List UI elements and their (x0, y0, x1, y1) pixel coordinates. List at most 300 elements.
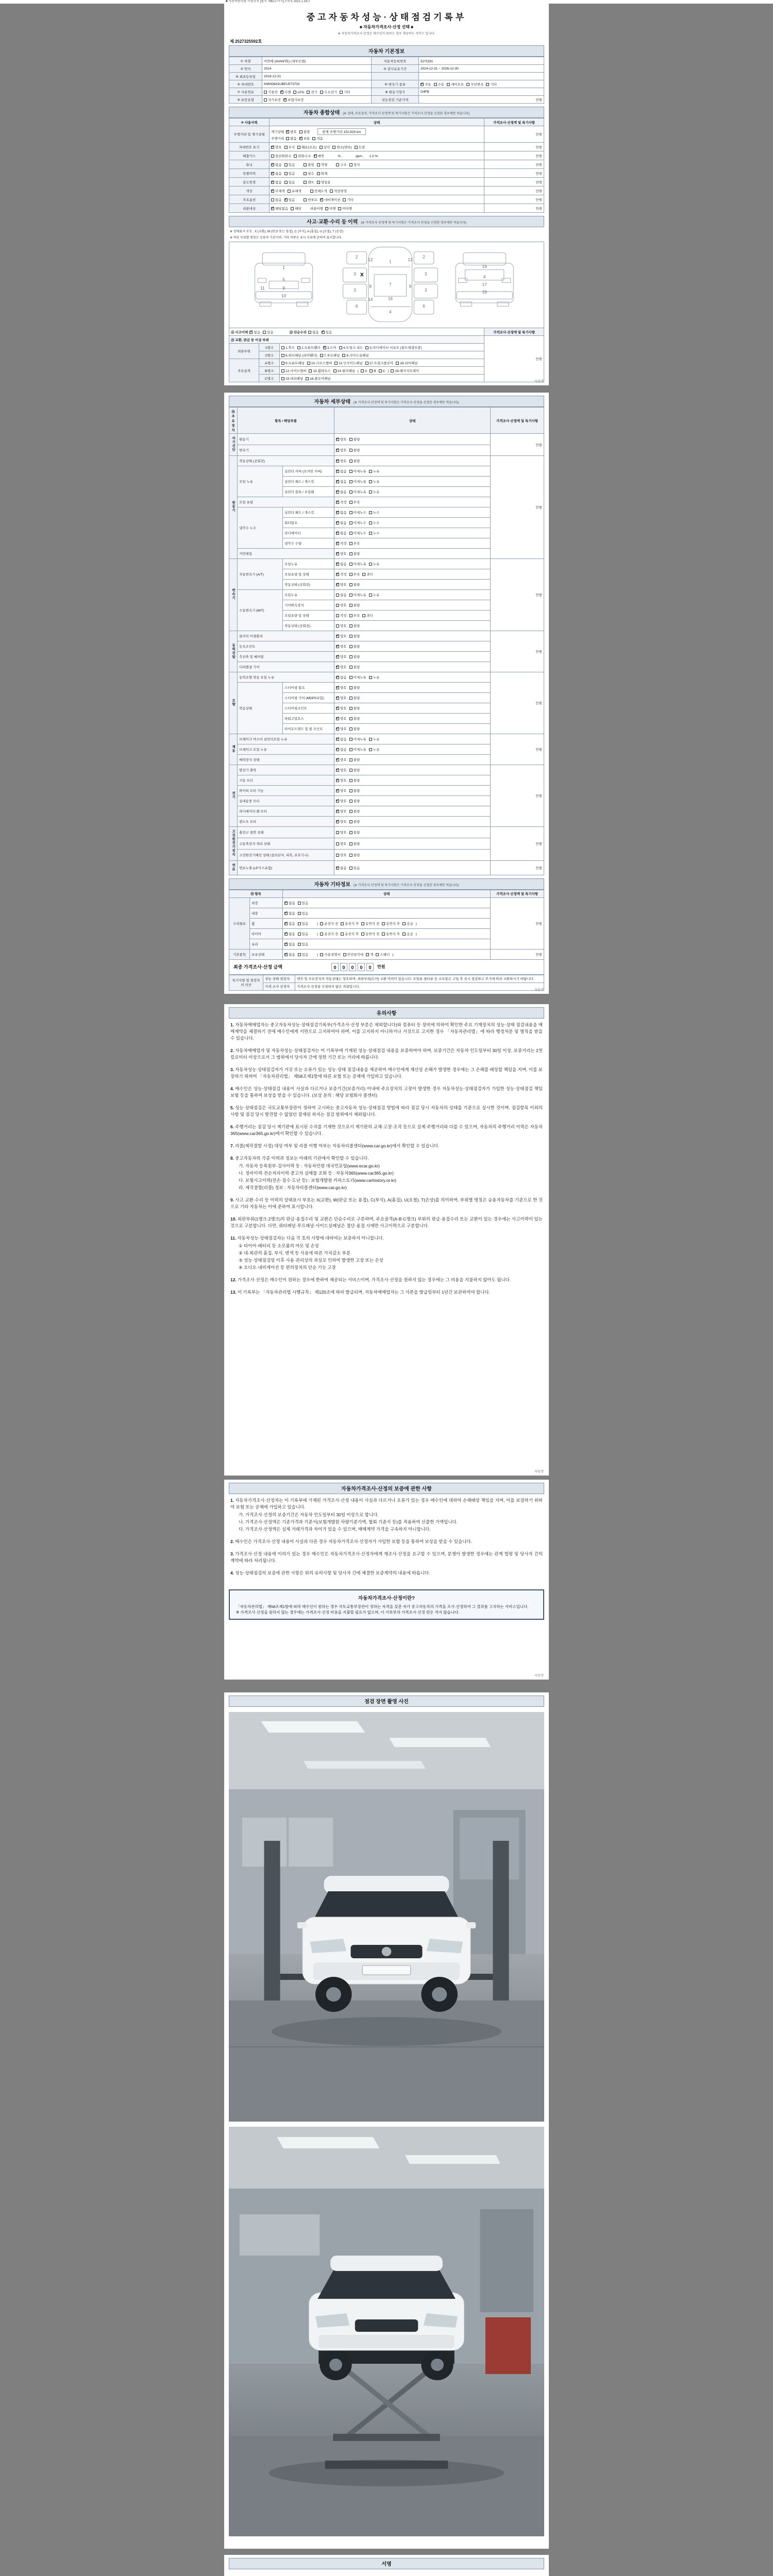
item-label: 연료누출 (LP가스포함) (238, 860, 334, 875)
option-적정[interactable]: 적정 (336, 613, 347, 618)
row-state (334, 724, 491, 734)
option-양호[interactable]: 양호 (336, 830, 347, 835)
option-불량[interactable]: 불량 (349, 809, 360, 814)
option-양호[interactable]: ✓ 양호 (336, 665, 347, 669)
checkbox-icon (284, 181, 288, 184)
option-가솔린[interactable]: 가솔린 (264, 90, 278, 94)
option-B[interactable]: B (369, 369, 376, 373)
row-state (334, 621, 491, 631)
section-warranty-title: 자동차가격조사·산정의 보증에 관한 사항 (341, 1486, 432, 1492)
checkbox-icon (382, 933, 385, 936)
row-state (283, 918, 491, 928)
option-수동[interactable]: 수동 (434, 82, 445, 87)
price-cell: 만원 (484, 126, 544, 143)
checkbox-icon (349, 583, 352, 586)
option-누유[interactable]: 누유 (369, 747, 380, 752)
option-적정[interactable]: ✓ 적정 (336, 500, 347, 504)
option-부족[interactable]: 부족 (349, 613, 360, 618)
option-불량[interactable]: 불량 (349, 551, 360, 556)
option-11.인사이드패널[interactable]: 11.인사이드패널 (334, 361, 362, 365)
option-없음[interactable]: ✓ 없음 (336, 675, 347, 680)
option-없음[interactable]: ✓ 없음 (336, 737, 347, 741)
list-item: 6. 주행거리는 점검 당시 계기판에 표시된 수치를 기재한 것으로서 계기판의 교체·고장·조작 등으로 실제 주행거리와 다를 수 있으며, 자동차의 주행거리 이력은 자동차365(www.car365.go.kr)에서 확인할 수 있습니다. (230, 1124, 543, 1136)
option-불량[interactable]: 불량 (349, 623, 360, 628)
option-장치[interactable]: 장치 (349, 162, 360, 167)
section-etc-header (229, 878, 544, 890)
option-없음[interactable]: 없음 (271, 197, 282, 202)
row-state (334, 497, 491, 507)
row-state (334, 683, 491, 693)
option-불량[interactable]: 불량 (349, 685, 360, 690)
option-누수[interactable]: 누수 (369, 520, 380, 525)
svg-text:3: 3 (354, 287, 356, 293)
option-매연[interactable]: ✓ 매연 (314, 154, 325, 158)
option-양호[interactable]: ✓ 양호 (336, 726, 347, 731)
checkbox-checked-icon (299, 137, 303, 140)
checkbox-checked-icon (336, 707, 339, 710)
option-불량[interactable]: 불량 (349, 644, 360, 649)
option-양호[interactable]: 양호 (336, 603, 347, 607)
option-변조(변타)[interactable]: 변조(변타) (332, 145, 351, 149)
device-group-label: 조향 (229, 672, 238, 734)
option-안전삼각대[interactable]: 안전삼각대 (343, 952, 363, 957)
option-불량[interactable]: 불량 (349, 830, 360, 835)
row-state (334, 662, 491, 672)
option-양호[interactable]: ✓ 양호 (286, 129, 297, 134)
option-불량[interactable]: 불량 (349, 726, 360, 731)
option-6.쿼터패널 (리어휀더)[interactable]: 6.쿼터패널 (리어휀더) (281, 353, 317, 358)
option-있음[interactable]: 있음 (298, 921, 309, 926)
list-subitem: ① 타이어·배터리 등 소모품의 마모 및 손상 (239, 1243, 319, 1248)
option-미세누수[interactable]: 미세누수 (349, 531, 366, 535)
option-부족[interactable]: 부족 (349, 500, 360, 504)
option-자가보증[interactable]: 자가보증 (264, 97, 281, 102)
option-동반석 전[interactable]: 동반석 전 (361, 921, 379, 926)
option-16.플로어패널[interactable]: 16.플로어패널 (306, 376, 330, 381)
basic-info-table (229, 57, 544, 104)
option-불량[interactable]: 불량 (349, 853, 360, 857)
option-누수[interactable]: 누수 (369, 531, 380, 535)
option-무채색[interactable]: ✓ 무채색 (271, 189, 285, 193)
checkbox-icon (317, 172, 320, 175)
option-없음[interactable]: 없음 (308, 330, 319, 334)
option-양호[interactable]: ✓ 양호 (336, 644, 347, 649)
checkbox-checked-icon (421, 83, 424, 86)
option-7.루프패널[interactable]: 7.루프패널 (320, 353, 340, 358)
option-있음[interactable]: ✓ 있음 (284, 197, 295, 202)
option-미세누수[interactable]: 미세누수 (349, 520, 366, 525)
option-9.프론트패널[interactable]: 9.프론트패널 (281, 361, 305, 365)
option-양호[interactable]: ✓ 양호 (336, 448, 347, 452)
option-영업용[interactable]: 영업용 (317, 180, 331, 184)
row-state (283, 939, 491, 949)
checkbox-icon (349, 758, 352, 761)
part-label: 오일유량 및 상태 (283, 611, 334, 621)
option-없음[interactable]: ✓ 없음 (336, 562, 347, 566)
option-불량[interactable]: 불량 (349, 448, 360, 452)
option-1.후드[interactable]: 1.후드 (281, 345, 295, 350)
section-sign-title: 서명 (381, 2561, 392, 2567)
option-많음[interactable]: 많음 (286, 136, 297, 141)
row-state (334, 538, 491, 549)
checkbox-checked-icon (336, 552, 339, 555)
option-LPG[interactable]: LPG (293, 91, 304, 94)
svg-text:9: 9 (282, 286, 285, 291)
option-없음[interactable]: ✓ 없음 (284, 952, 295, 957)
option-스패너[interactable]: 스패너 (376, 952, 390, 957)
checkbox-checked-icon (336, 789, 339, 792)
price-cell: 만원 (484, 169, 544, 178)
list-item: 4. 매수인은 성능·상태점검 내용이 사실과 다르거나 보증기간(보증거리) 이내에 주요장치의 고장이 발생한 경우 자동차성능·상태점검자가 가입한 성능·상태점검 책임보험 등을 통하여 보상을 받을 수 있습니다. (보상 문의 : 해당 보험회사 콜센터) (230, 1086, 543, 1098)
option-불량[interactable]: 불량 (349, 716, 360, 721)
option-잭[interactable]: 잭 (366, 952, 373, 957)
option-양호[interactable]: ✓ 양호 (336, 696, 347, 700)
option-A[interactable]: A (361, 369, 367, 373)
option-양호[interactable]: ✓ 양호 (336, 788, 347, 793)
option-있음[interactable]: 있음 (298, 952, 309, 957)
option-있음[interactable]: 있음 (349, 866, 360, 870)
field-label: ⑨ 보증유형 (229, 96, 262, 104)
option-없음[interactable]: ✓ 없음 (284, 942, 295, 946)
checkbox-icon (310, 190, 313, 193)
checkbox-icon (339, 346, 342, 349)
option-불량[interactable]: 불량 (349, 799, 360, 803)
checkbox-icon (362, 573, 365, 576)
table-row (229, 734, 544, 744)
option-침수[interactable]: 침수 (304, 171, 314, 176)
option-상이[interactable]: 상이 (320, 145, 330, 149)
option-양호[interactable]: ✓ 양호 (336, 437, 347, 442)
option-없음[interactable]: ✓ 없음 (271, 162, 282, 167)
table-row (229, 126, 544, 143)
option-불량[interactable]: 불량 (349, 654, 360, 659)
option-해당[interactable]: 해당 (291, 206, 301, 211)
option-네비게이션[interactable]: ✓ 네비게이션 (320, 197, 340, 202)
checkbox-icon (334, 362, 338, 365)
option-누수[interactable]: 누수 (369, 510, 380, 515)
option-없음[interactable]: ✓ 없음 (271, 180, 282, 184)
section-basic-info-header (229, 45, 544, 57)
checkbox-checked-icon (336, 666, 339, 669)
option-10.크로스멤버[interactable]: 10.크로스멤버 (307, 361, 332, 365)
option-없음[interactable]: ✓ 없음 (284, 901, 295, 905)
item-label: 구동축전지 격리 상태 (238, 838, 334, 849)
option-누유[interactable]: 누유 (369, 562, 380, 566)
option-이행[interactable]: 이행 (325, 206, 336, 211)
option-양호[interactable]: ✓ 양호 (336, 819, 347, 824)
price-digit: 0 (358, 963, 365, 971)
option-무단변속[interactable]: 무단변속 (466, 82, 483, 87)
option-기타[interactable]: 기타 (340, 90, 350, 94)
option-15.대쉬패널[interactable]: 15.대쉬패널 (281, 376, 303, 381)
final-price-label: 최종 가격조사·산정 금액 (233, 964, 282, 970)
rank-items (280, 375, 484, 382)
row-state (334, 434, 491, 445)
svg-text:6: 6 (423, 304, 425, 309)
option-3.도어[interactable]: ✓ 3.도어 (323, 345, 337, 350)
rank-items (280, 351, 484, 359)
option-양호[interactable]: 양호 (336, 623, 347, 628)
option-없음[interactable]: ✓ 없음 (336, 510, 347, 515)
option-과다[interactable]: 과다 (362, 613, 373, 618)
row-state (334, 714, 491, 724)
option-양호[interactable]: ✓ 양호 (336, 654, 347, 659)
option-불량[interactable]: 불량 (349, 788, 360, 793)
option-불법[interactable]: 불법 (304, 162, 314, 167)
option-과다[interactable]: 과다 (362, 572, 373, 577)
checkbox-icon (320, 354, 323, 357)
option-전기[interactable]: 전기 (307, 90, 317, 94)
item-label: 외장 (250, 897, 283, 908)
option-미세누유[interactable]: 미세누유 (349, 489, 366, 494)
option-양호[interactable]: ✓ 양호 (271, 145, 282, 149)
checkbox-icon (284, 172, 288, 175)
option-있음[interactable]: 있음 (284, 180, 295, 184)
option-2.프론트휀더[interactable]: 2.프론트휀더 (297, 345, 321, 350)
option-미세누유[interactable]: 미세누유 (349, 479, 366, 484)
item-label: 커먼레일 (238, 549, 334, 559)
option-누유[interactable]: 누유 (369, 489, 380, 494)
part-label: 워터펌프 (283, 518, 334, 528)
next-page-marker: 다음장 (534, 1674, 544, 1677)
row-label: 주행거리 및 계기상태 (229, 126, 270, 143)
checkbox-checked-icon (336, 676, 339, 679)
option-양호[interactable]: ✓ 양호 (336, 716, 347, 721)
option-누유[interactable]: 누유 (369, 469, 380, 473)
option-있음[interactable]: ✓ 있음 (322, 330, 332, 334)
option-없음[interactable]: ✓ 없음 (336, 489, 347, 494)
field-value (262, 96, 372, 104)
option-미세누유[interactable]: 미세누유 (349, 675, 366, 680)
checkbox-icon (294, 155, 297, 158)
option-없음[interactable]: ✓ 없음 (336, 866, 347, 870)
table-row (229, 328, 544, 336)
option-유채색[interactable]: 유채색 (288, 189, 301, 193)
checkbox-icon (336, 594, 339, 597)
option-미세누유[interactable]: 미세누유 (349, 469, 366, 473)
etc-info-table (229, 890, 544, 960)
option-양호[interactable]: ✓ 양호 (336, 768, 347, 772)
option-불량[interactable]: 불량 (349, 841, 360, 846)
option-보험사보증[interactable]: ✓ 보험사보증 (283, 97, 304, 102)
option-세미오토[interactable]: 세미오토 (447, 82, 464, 87)
option-적정[interactable]: ✓ 적정 (336, 541, 347, 546)
list-item: 9. 사고·교환·수리 등 이력의 상태표시 부호는 X(교환), W(판금 또는 용접), C(부식), A(흠집), U(요철), T(손상)를 의미하며, 부위별 명칭은 승용자동차를 기준으로 한 것으로 기타 자동차는 이에 준하여 표시합니다. (230, 1197, 543, 1209)
row-state (283, 897, 491, 908)
option-적정[interactable]: ✓ 적정 (336, 572, 347, 577)
option-양호[interactable]: ✓ 양호 (336, 634, 347, 638)
option-17.트렁크플로어[interactable]: 17.트렁크플로어 (365, 361, 394, 365)
option-색상변경[interactable]: 색상변경 (330, 189, 347, 193)
option-미세누유[interactable]: 미세누유 (349, 747, 366, 752)
option-양호[interactable]: 양호 (336, 841, 347, 846)
option-있음[interactable]: 있음 (298, 942, 309, 946)
option-누유[interactable]: 누유 (369, 479, 380, 484)
section-notice-header (229, 1007, 544, 1019)
final-price-area (229, 960, 544, 975)
option-미이행[interactable]: 미이행 (338, 206, 352, 211)
option-기타[interactable]: 기타 (343, 197, 354, 202)
option-자동[interactable]: ✓ 자동 (421, 82, 431, 87)
option-없음[interactable]: ✓ 없음 (336, 479, 347, 484)
item-label: 작동상태 (238, 683, 283, 734)
checkbox-icon (362, 614, 365, 617)
option-있음[interactable]: 있음 (284, 171, 295, 176)
option-불량[interactable]: 불량 (349, 768, 360, 772)
part-label: 오일누유 (283, 590, 334, 600)
option-미세누유[interactable]: 미세누유 (349, 737, 366, 741)
document-subtitle: ■ 자동차가격조사·산정 선택 ■ (359, 25, 413, 29)
option-운전석 후[interactable]: 운전석 후 (341, 921, 359, 926)
checkbox-icon (281, 346, 284, 349)
option-있음[interactable]: 있음 (298, 931, 309, 936)
option-동반석 후[interactable]: 동반석 후 (382, 931, 400, 936)
option-불량[interactable]: 불량 (349, 778, 360, 783)
option-불량[interactable]: 불량 (349, 706, 360, 710)
option-누유[interactable]: 누유 (369, 675, 380, 680)
option-썬루프[interactable]: 썬루프 (304, 197, 317, 202)
row-state (334, 849, 491, 860)
option-사용설명서[interactable]: 사용설명서 (320, 952, 340, 957)
option-적음[interactable]: 적음 (312, 136, 323, 141)
checkbox-icon (349, 635, 352, 638)
option-운전석 전[interactable]: 운전석 전 (320, 931, 338, 936)
option-불량[interactable]: 불량 (349, 634, 360, 638)
rank-group-label: 주요골격 (229, 359, 259, 382)
checkbox-checked-icon (336, 511, 339, 514)
row-state (334, 703, 491, 714)
option-전체도색[interactable]: 전체도색 (310, 189, 327, 193)
list-item: 10. 외판부위(1랭크·2랭크)의 판금·용접수리 및 교환은 단순수리로 구분하며, 주요골격(A·B·C랭크) 부위의 판금·용접수리 또는 교환이 있는 경우에는 사고이력이 있는 것으로 구분합니다. 다만, 쿼터패널·루프패널·사이드실패널은 절단·용접 시에만 사고이력으로 구분합니다. (230, 1216, 543, 1228)
option-있음[interactable]: 있음 (298, 901, 309, 905)
option-없음[interactable]: ✓ 없음 (336, 747, 347, 752)
option-도말[interactable]: 도말 (355, 145, 365, 149)
option-불량[interactable]: 불량 (349, 582, 360, 587)
option-있음[interactable]: 있음 (284, 162, 295, 167)
option-부족[interactable]: 부족 (349, 541, 360, 546)
option-해당없음[interactable]: ✓ 해당없음 (271, 206, 288, 211)
option-없음[interactable]: ✓ 없음 (284, 921, 295, 926)
text: ( (317, 932, 318, 936)
option-양호[interactable]: ✓ 양호 (336, 799, 347, 803)
checkbox-icon (298, 922, 301, 925)
rank-label: 2랭크 (259, 351, 280, 359)
option-13.휠하우스[interactable]: 13.휠하우스 (309, 368, 330, 373)
option-불량[interactable]: 불량 (349, 437, 360, 442)
option-12.사이드멤버[interactable]: 12.사이드멤버 (281, 368, 306, 373)
option-응급[interactable]: 응급 (402, 921, 413, 926)
option-없음[interactable]: ✓ 없음 (336, 520, 347, 525)
option-미세누수[interactable]: 미세누수 (349, 510, 366, 515)
option-탄화수소[interactable]: 탄화수소 (294, 154, 311, 158)
row-state (334, 827, 491, 838)
option-5.라디에이터 서포트 (볼트체결부품)[interactable]: 5.라디에이터 서포트 (볼트체결부품) (365, 345, 422, 350)
option-보통[interactable]: ✓ 보통 (299, 136, 310, 141)
option-양호[interactable]: ✓ 양호 (336, 582, 347, 587)
option-누유[interactable]: 누유 (369, 737, 380, 741)
option-없음[interactable]: ✓ 없음 (249, 330, 260, 334)
option-14.필러패널[interactable]: 14.필러패널 (333, 368, 355, 373)
option-기타[interactable]: 기타 (486, 82, 497, 87)
option-구조[interactable]: 구조 (336, 162, 347, 167)
option-양호[interactable]: ✓ 양호 (336, 685, 347, 690)
option-없음[interactable]: ✓ 없음 (284, 931, 295, 936)
checkbox-icon (320, 146, 323, 149)
option-C[interactable]: C (379, 369, 385, 373)
option-수소전기[interactable]: 수소전기 (320, 90, 337, 94)
option-8.사이드실패널[interactable]: 8.사이드실패널 (342, 353, 368, 358)
option-양호[interactable]: ✓ 양호 (336, 757, 347, 762)
device-group-label: 변속기 (229, 559, 238, 631)
checkbox-icon (369, 738, 372, 741)
option-19.패키지트레이[interactable]: 19.패키지트레이 (391, 368, 419, 373)
option-없음[interactable]: ✓ 없음 (284, 911, 295, 916)
option-동반석 후[interactable]: 동반석 후 (382, 921, 400, 926)
option-운전석 후[interactable]: 운전석 후 (341, 931, 359, 936)
checkbox-icon (349, 490, 352, 494)
price-cell: 만원 (491, 631, 544, 672)
row-label: 차대번호 표기 (229, 143, 270, 151)
option-없음[interactable]: ✓ 없음 (336, 469, 347, 473)
option-18.리어패널[interactable]: 18.리어패널 (396, 361, 417, 365)
option-불량[interactable]: 불량 (349, 459, 360, 463)
option-디젤[interactable]: ✓ 디젤 (280, 90, 291, 94)
checkbox-icon (349, 470, 352, 473)
option-양호[interactable]: ✓ 양호 (336, 778, 347, 783)
option-양호[interactable]: ✓ 양호 (336, 809, 347, 814)
option-불량[interactable]: 불량 (349, 757, 360, 762)
option-불량[interactable]: 불량 (349, 665, 360, 669)
list-subitem: 가. 가격조사·산정의 보증기간은 자동차 인도일부터 30일 이상으로 합니다. (239, 1512, 379, 1517)
option-누유[interactable]: 누유 (369, 592, 380, 597)
option-훼손(오손)[interactable]: 훼손(오손) (297, 145, 316, 149)
option-없음[interactable]: ✓ 없음 (336, 531, 347, 535)
checkbox-checked-icon (284, 912, 288, 915)
option-적법[interactable]: 적법 (317, 162, 328, 167)
option-렌트[interactable]: 렌트 (304, 180, 314, 184)
option-없음[interactable]: ✓ 없음 (271, 171, 282, 176)
option-미세누유[interactable]: 미세누유 (349, 562, 366, 566)
text: 1.0 % (366, 154, 378, 158)
option-양호[interactable]: ✓ 양호 (336, 551, 347, 556)
option-운전석 전[interactable]: 운전석 전 (320, 921, 338, 926)
option-양호[interactable]: ✓ 양호 (336, 459, 347, 463)
price-cell: 만원 (484, 195, 544, 204)
option-부식[interactable]: 부식 (284, 145, 295, 149)
option-불량[interactable]: 불량 (349, 603, 360, 607)
checkbox-icon (486, 83, 489, 86)
option-동반석 전[interactable]: 동반석 전 (361, 931, 379, 936)
option-있음[interactable]: 있음 (298, 911, 309, 916)
row-state (334, 569, 491, 580)
option-일산화탄소[interactable]: 일산화탄소 (271, 154, 291, 158)
option-4.트렁크 리드[interactable]: 4.트렁크 리드 (339, 345, 363, 350)
option-불량[interactable]: 불량 (349, 696, 360, 700)
option-응급[interactable]: 응급 (402, 931, 413, 936)
option-없음[interactable]: 없음 (336, 592, 347, 597)
option-있음[interactable]: 있음 (263, 330, 274, 334)
option-불량[interactable]: 불량 (299, 129, 310, 134)
option-화재[interactable]: 화재 (317, 171, 328, 176)
item-label: 고전원전기배선 상태 (접속단자, 피복, 보호기구) (238, 849, 334, 860)
option-부족[interactable]: 부족 (349, 572, 360, 577)
part-label: 실린더 커버 (로커암 커버) (283, 466, 334, 477)
option-양호[interactable]: 양호 (336, 853, 347, 857)
checkbox-icon (355, 146, 358, 149)
option-불량[interactable]: 불량 (349, 819, 360, 824)
option-양호[interactable]: ✓ 양호 (336, 706, 347, 710)
option-미세누유[interactable]: 미세누유 (349, 592, 366, 597)
